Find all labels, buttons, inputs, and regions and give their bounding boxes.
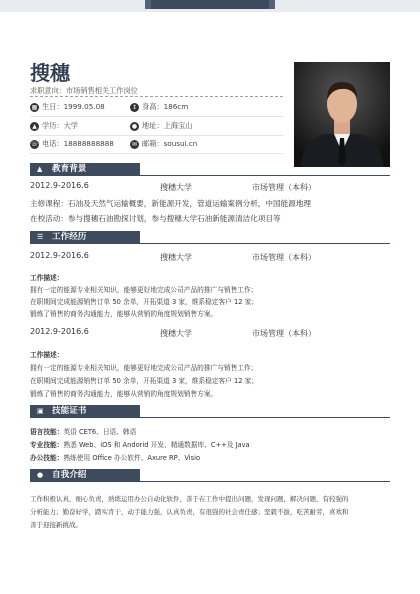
intro-line: 工作积极认真，细心负责，熟练运用办公自动化软件，善于在工作中提出问题，发现问题，解决问题，有较强的 bbox=[30, 495, 349, 503]
top-decor-tab bbox=[151, 0, 269, 9]
portrait-illustration bbox=[294, 62, 390, 167]
info-divider bbox=[30, 135, 283, 136]
work-company: 搜穗大学 bbox=[160, 329, 192, 338]
certificate-icon: ▣ bbox=[37, 407, 44, 415]
work-company: 搜穗大学 bbox=[160, 253, 192, 262]
address-text: 地址：上海宝山 bbox=[142, 121, 193, 130]
work-desc-line: 在职期间完成能源销售订单 50 余单，开拓渠道 3 家，维系稳定客户 12 家； bbox=[30, 298, 258, 306]
calendar-icon: ▦ bbox=[31, 103, 38, 111]
mail-icon: ✉ bbox=[131, 140, 138, 148]
section-rule bbox=[140, 175, 390, 176]
work-desc-line: 拥有一定的能源专业相关知识，能够更好地完成公司产品的推广与销售工作； bbox=[30, 364, 258, 372]
user-icon: ● bbox=[37, 471, 44, 479]
divider bbox=[30, 96, 283, 97]
skill-text: 熟练使用 Office 办公软件、Axure RP、Visio bbox=[63, 454, 201, 462]
email-text: 邮箱：sousui.cn bbox=[142, 139, 198, 148]
edu-activities: 在校活动：参与搜穗石油勘探讨划，参与搜穗大学石油新能源清洁化项目等 bbox=[30, 214, 281, 223]
skill-label: 语言技能： bbox=[30, 428, 64, 436]
section-rule bbox=[140, 243, 390, 244]
section-intro bbox=[30, 469, 390, 482]
skill-row bbox=[30, 452, 200, 462]
work-desc-line: 锻炼了销售的商务沟通能力，能够从营销的角度规划销售方案。 bbox=[30, 390, 218, 398]
edu-school: 搜穗大学 bbox=[160, 183, 192, 192]
top-decor-bar bbox=[0, 0, 420, 12]
edu-period: 2012.9-2016.6 bbox=[30, 181, 89, 190]
skill-label: 专业技能： bbox=[30, 441, 64, 449]
section-title: 工作经历 bbox=[52, 232, 87, 242]
info-address bbox=[130, 121, 192, 131]
skill-text: 英语 CET6、日语、韩语 bbox=[63, 428, 137, 436]
info-phone bbox=[30, 139, 114, 149]
birth-text: 生日：1999.05.08 bbox=[42, 102, 105, 111]
section-rule bbox=[140, 481, 390, 482]
phone-text: 电话：18888888888 bbox=[42, 139, 114, 148]
section-title: 自我介绍 bbox=[52, 470, 87, 480]
intro-line: 善于迎接新挑战。 bbox=[30, 521, 82, 529]
section-skills bbox=[30, 405, 390, 418]
height-text: 身高：186cm bbox=[142, 102, 189, 111]
skill-row bbox=[30, 426, 136, 436]
work-role: 市场管理（本科） bbox=[252, 253, 316, 262]
skill-label: 办公技能： bbox=[30, 454, 64, 462]
work-desc-line: 锻炼了销售的商务沟通能力，能够从营销的角度规划销售方案。 bbox=[30, 310, 218, 318]
edu-courses: 主修课程：石油及天然气运输概要，新能源开发，管道运输案例分析，中国能源地理 bbox=[30, 199, 311, 208]
skill-row bbox=[30, 439, 250, 449]
work-role: 市场管理（本科） bbox=[252, 329, 316, 338]
info-divider bbox=[30, 153, 283, 154]
work-desc-title: 工作描述： bbox=[30, 274, 64, 282]
info-height bbox=[130, 102, 188, 112]
graduation-cap-icon: ▲ bbox=[30, 122, 39, 131]
location-pin-icon: ● bbox=[131, 122, 138, 130]
skill-text: 熟悉 Web、iOS 和 Andorid 开发、精通数据库、C++及 Java bbox=[63, 441, 250, 449]
profile-photo bbox=[294, 62, 390, 167]
work-desc-line: 在职期间完成能源销售订单 50 余单，开拓渠道 3 家，维系稳定客户 12 家； bbox=[30, 377, 258, 385]
info-edu bbox=[30, 121, 78, 131]
edu-major: 市场管理（本科） bbox=[252, 183, 316, 192]
graduation-cap-icon: ▲ bbox=[37, 165, 43, 173]
top-decor-tab-right bbox=[269, 0, 275, 9]
section-work bbox=[30, 231, 390, 244]
info-email bbox=[130, 139, 197, 149]
intro-line: 分析能力；勤奋好学，踏实肯干，动手能力强，认真负责，有很强的社会责任感；坚毅不拔，吃苦耐劳，喜欢和 bbox=[30, 508, 349, 516]
job-intent: 求职意向：市场销售相关工作岗位 bbox=[30, 86, 138, 95]
work-desc-line: 拥有一定的能源专业相关知识，能够更好地完成公司产品的推广与销售工作； bbox=[30, 286, 258, 294]
info-birth bbox=[30, 102, 105, 112]
list-icon: ☰ bbox=[37, 233, 44, 241]
section-education bbox=[30, 163, 390, 176]
edu-text: 学历：大学 bbox=[42, 121, 78, 130]
section-title: 教育背景 bbox=[52, 164, 87, 174]
work-period: 2012.9-2016.6 bbox=[30, 327, 89, 336]
section-rule bbox=[140, 417, 390, 418]
phone-icon: ☏ bbox=[30, 140, 39, 148]
info-divider bbox=[30, 116, 283, 117]
height-icon: ↕ bbox=[131, 103, 138, 111]
work-desc-title: 工作描述： bbox=[30, 351, 64, 359]
work-period: 2012.9-2016.6 bbox=[30, 251, 89, 260]
candidate-name: 搜穗 bbox=[30, 61, 70, 85]
section-title: 技能证书 bbox=[52, 406, 87, 416]
